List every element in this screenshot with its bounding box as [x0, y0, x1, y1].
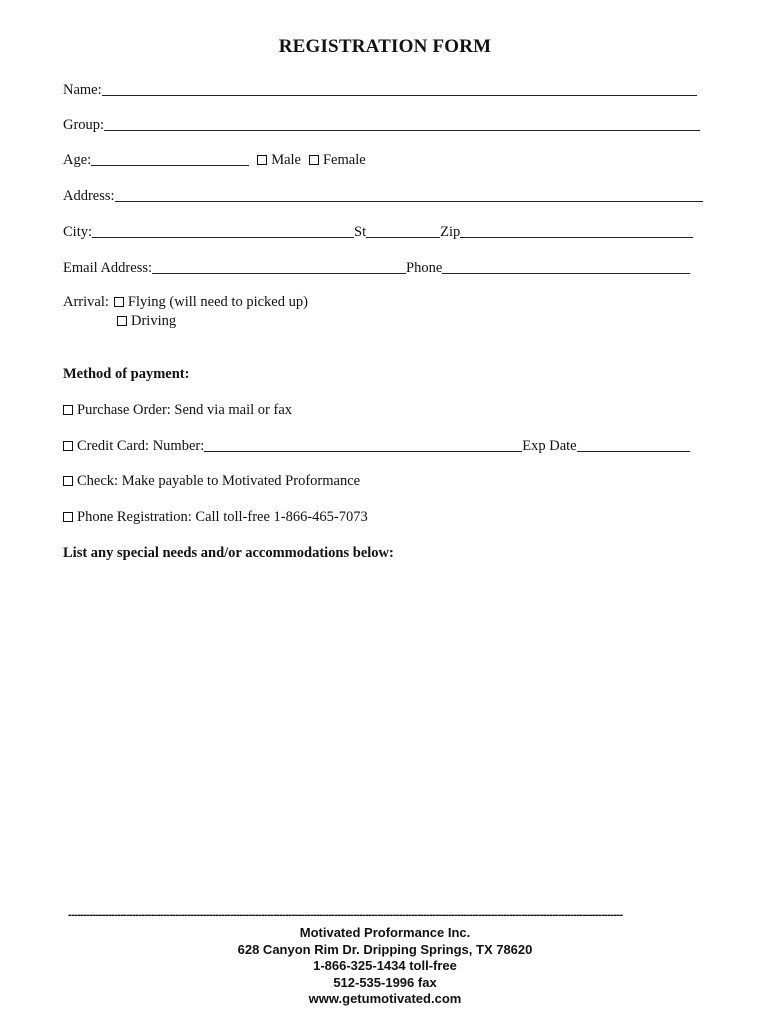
page-title: REGISTRATION FORM	[278, 36, 492, 57]
credit-card-number-field[interactable]	[204, 437, 522, 452]
payment-heading	[63, 362, 189, 382]
phone-registration-label: Phone Registration: Call toll-free 1-866-465-7073	[77, 509, 368, 525]
female-checkbox-icon[interactable]	[309, 155, 319, 165]
payment-heading-text: Method of payment:	[63, 366, 190, 382]
city-field[interactable]	[92, 223, 354, 238]
age-label: Age:	[63, 152, 92, 168]
name-field[interactable]	[102, 81, 697, 96]
male-label: Male	[271, 152, 301, 168]
address-row	[63, 184, 703, 204]
flying-label: Flying (will need to picked up)	[127, 294, 308, 310]
group-field[interactable]	[104, 116, 700, 131]
zip-field[interactable]	[460, 223, 693, 238]
age-row	[63, 148, 366, 168]
email-row	[63, 256, 690, 276]
flying-checkbox-icon[interactable]	[114, 297, 124, 307]
footer-divider: -------------------------------------------------------------------------------------------------------------------------------------------------------------------------------------	[68, 909, 623, 921]
address-field[interactable]	[115, 187, 703, 202]
state-label: St	[354, 224, 367, 240]
phone-field[interactable]	[442, 259, 690, 274]
credit-card-checkbox-icon[interactable]	[63, 441, 73, 451]
driving-label: Driving	[131, 313, 177, 329]
footer-address: 628 Canyon Rim Dr. Dripping Springs, TX 78620	[237, 941, 533, 957]
footer-company: Motivated Proformance Inc.	[299, 925, 471, 940]
address-label: Address:	[63, 188, 115, 204]
special-needs-heading	[63, 541, 394, 561]
age-field[interactable]	[91, 151, 249, 166]
purchase-order-checkbox-icon[interactable]	[63, 405, 73, 415]
purchase-order-label: Purchase Order: Send via mail or fax	[77, 402, 293, 418]
zip-label: Zip	[440, 224, 461, 240]
footer-fax: 512-535-1996 fax	[333, 974, 437, 990]
group-row	[63, 113, 700, 133]
footer-website-link[interactable]: www.getumotivated.com	[308, 991, 462, 1006]
check-checkbox-icon[interactable]	[63, 476, 73, 486]
exp-date-label: Exp Date	[522, 438, 577, 454]
driving-row	[117, 309, 176, 329]
phone-label: Phone	[406, 260, 443, 276]
state-field[interactable]	[366, 223, 440, 238]
name-label: Name:	[63, 82, 102, 98]
city-label: City:	[63, 224, 93, 240]
driving-checkbox-icon[interactable]	[117, 316, 127, 326]
group-label: Group:	[63, 117, 105, 133]
footer	[0, 925, 770, 1008]
check-label: Check: Make payable to Motivated Proformance	[77, 473, 361, 489]
check-row	[63, 469, 360, 489]
exp-date-field[interactable]	[577, 437, 690, 452]
credit-card-label: Credit Card: Number:	[77, 438, 205, 454]
name-row	[63, 78, 697, 98]
email-label: Email Address:	[63, 260, 153, 276]
arrival-label: Arrival:	[63, 294, 109, 310]
city-row	[63, 220, 693, 240]
male-checkbox-icon[interactable]	[257, 155, 267, 165]
footer-toll-free: 1-866-325-1434 toll-free	[313, 958, 457, 973]
special-needs-heading-text: List any special needs and/or accommodations below:	[63, 545, 394, 561]
credit-card-row	[63, 434, 690, 454]
email-field[interactable]	[152, 259, 406, 274]
female-label: Female	[322, 152, 366, 168]
phone-registration-row	[63, 505, 368, 525]
phone-registration-checkbox-icon[interactable]	[63, 512, 73, 522]
special-needs-area[interactable]	[63, 565, 703, 895]
purchase-order-row	[63, 398, 292, 418]
arrival-row	[63, 290, 308, 310]
